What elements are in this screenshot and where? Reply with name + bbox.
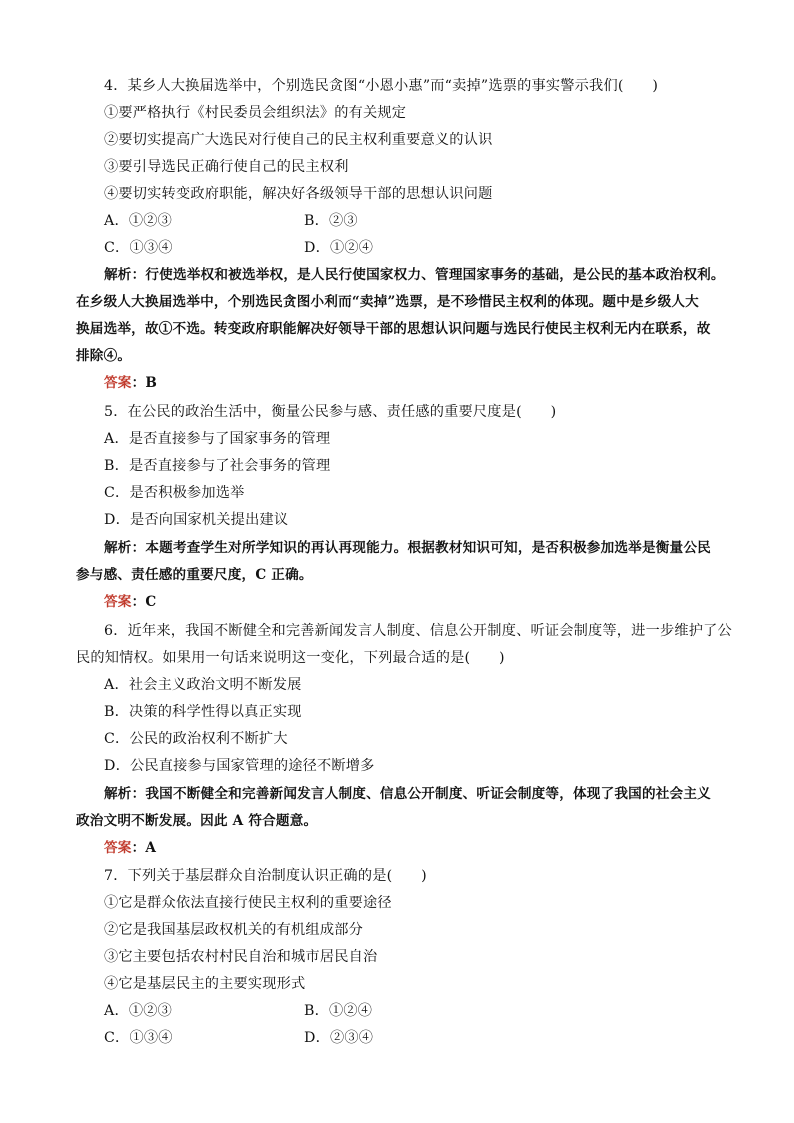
answer-label: 答案 <box>104 840 132 856</box>
question-7-option-c: C．①③④ <box>104 1030 173 1046</box>
question-7-stem: 7．下列关于基层群众自治制度认识正确的是( ) <box>104 868 427 884</box>
question-7-options-row-1 <box>104 1001 724 1021</box>
question-6-option-b: B．决策的科学性得以真正实现 <box>104 704 302 720</box>
answer-label: 答案 <box>104 375 132 391</box>
question-4-option-b: B．②③ <box>304 213 358 229</box>
question-4-answer <box>104 373 724 393</box>
question-4-options-row-1 <box>104 211 724 231</box>
question-5-explanation-line-2: 参与感、责任感的重要尺度，C 正确。 <box>76 567 313 583</box>
question-6-option-d: D．公民直接参与国家管理的途径不断增多 <box>104 758 375 774</box>
question-5-option-c: C．是否积极参加选举 <box>104 485 245 501</box>
question-7-item-3: ③它主要包括农村村民自治和城市居民自治 <box>104 949 378 965</box>
answer-value: ：B <box>131 375 158 391</box>
question-7-item-1: ①它是群众依法直接行使民主权利的重要途径 <box>104 895 392 911</box>
question-4-explanation-line-2: 在乡级人大换届选举中，个别选民贪图小利而“卖掉”选票，是不珍惜民主权利的体现。题中是乡级人大 <box>76 294 699 310</box>
question-7-item-2: ②它是我国基层政权机关的有机组成部分 <box>104 922 363 938</box>
question-5-option-d: D．是否向国家机关提出建议 <box>104 512 289 528</box>
question-4-explanation-line-1: 解析：行使选举权和被选举权，是人民行使国家权力、管理国家事务的基础，是公民的基本政治权利。 <box>104 267 725 283</box>
question-4-explanation-line-3: 换届选举，故①不选。转变政府职能解决好领导干部的思想认识问题与选民行使民主权利无内在联系，故 <box>76 321 711 337</box>
question-4-option-d: D．①②④ <box>304 240 374 256</box>
question-4-item-3: ③要引导选民正确行使自己的民主权利 <box>104 159 349 175</box>
question-6-option-a: A．社会主义政治文明不断发展 <box>104 677 302 693</box>
answer-value: ：A <box>131 840 157 856</box>
question-5-answer <box>104 592 724 612</box>
question-5-explanation-line-1: 解析：本题考查学生对所学知识的再认再现能力。根据教材知识可知，是否积极参加选举是衡量公民 <box>104 540 711 556</box>
question-4-explanation-line-4: 排除④。 <box>76 348 132 364</box>
answer-value: ：C <box>131 594 157 610</box>
question-7-option-b: B．①②④ <box>304 1003 373 1019</box>
question-4-item-2: ②要切实提高广大选民对行使自己的民主权利重要意义的认识 <box>104 132 493 148</box>
answer-label: 答案 <box>104 594 132 610</box>
explanation-label: 解析 <box>104 786 132 802</box>
question-7-option-d: D．②③④ <box>304 1030 374 1046</box>
explanation-label: 解析 <box>104 540 132 556</box>
question-4-item-4: ④要切实转变政府职能，解决好各级领导干部的思想认识问题 <box>104 186 493 202</box>
question-6-explanation-line-1: 解析：我国不断健全和完善新闻发言人制度、信息公开制度、听证会制度等，体现了我国的社会主义 <box>104 786 711 802</box>
question-7-option-a: A．①②③ <box>104 1003 172 1019</box>
question-5-stem: 5．在公民的政治生活中，衡量公民参与感、责任感的重要尺度是( ) <box>104 404 557 420</box>
question-4-option-a: A．①②③ <box>104 213 172 229</box>
question-7-options-row-2 <box>104 1028 724 1048</box>
question-7-item-4: ④它是基层民主的主要实现形式 <box>104 976 306 992</box>
question-6-answer <box>104 838 724 858</box>
question-4-item-1: ①要严格执行《村民委员会组织法》的有关规定 <box>104 105 407 121</box>
question-4-options-row-2 <box>104 238 724 258</box>
question-6-stem-line-1: 6．近年来，我国不断健全和完善新闻发言人制度、信息公开制度、听证会制度等，进一步维护了公 <box>104 623 732 639</box>
question-6-stem-line-2: 民的知情权。如果用一句话来说明这一变化，下列最合适的是( ) <box>76 650 505 666</box>
explanation-label: 解析 <box>104 267 132 283</box>
question-5-option-a: A．是否直接参与了国家事务的管理 <box>104 431 331 447</box>
question-4-option-c: C．①③④ <box>104 240 173 256</box>
question-6-explanation-line-2: 政治文明不断发展。因此 A 符合题意。 <box>76 813 318 829</box>
question-5-option-b: B．是否直接参与了社会事务的管理 <box>104 458 331 474</box>
question-4-stem: 4．某乡人大换届选举中，个别选民贪图“小恩小惠”而“卖掉”选票的事实警示我们( ) <box>104 78 659 94</box>
question-6-option-c: C．公民的政治权利不断扩大 <box>104 731 288 747</box>
